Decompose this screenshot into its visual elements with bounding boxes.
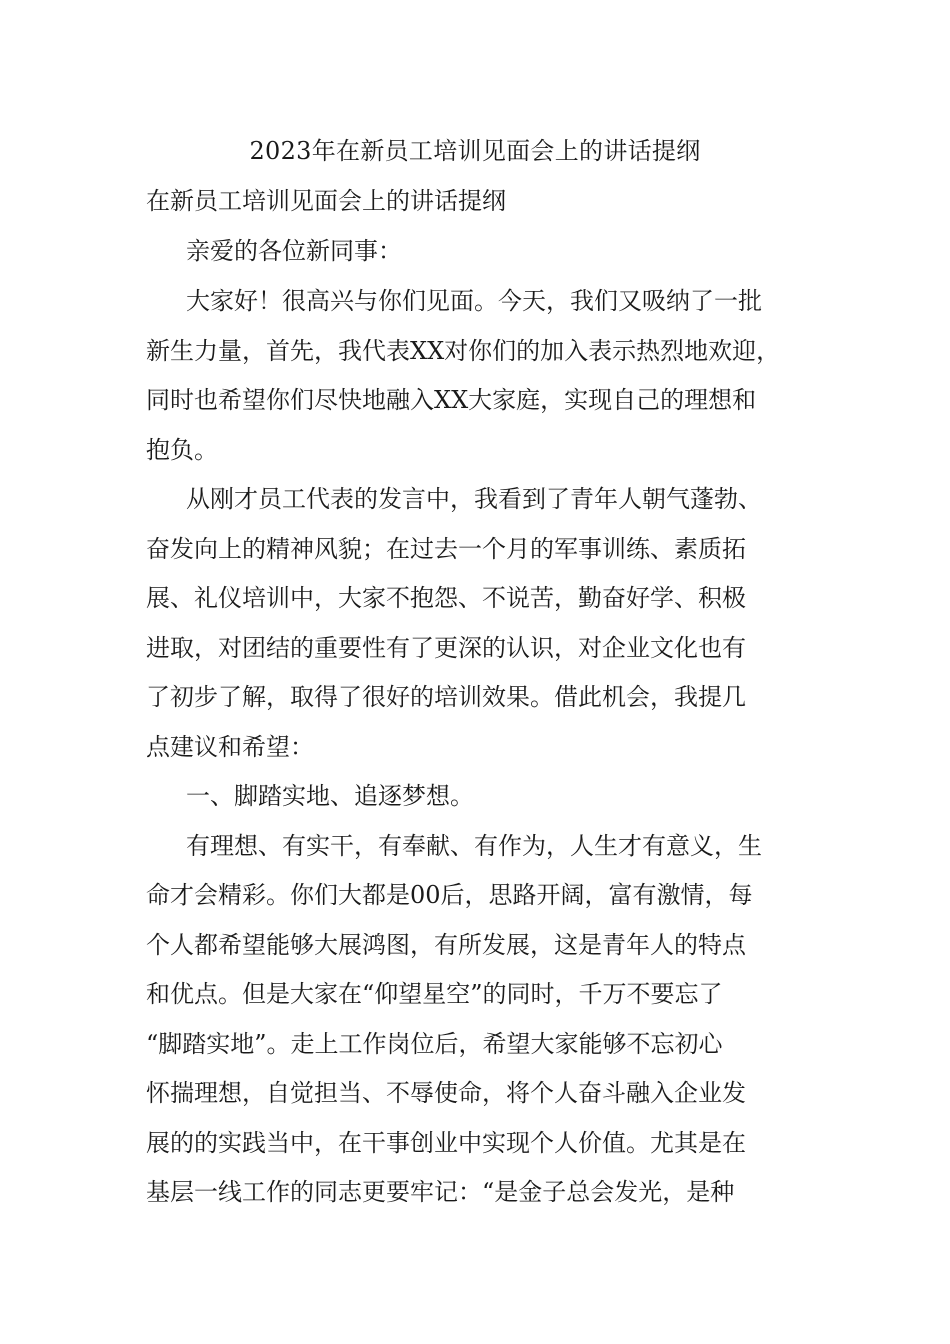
- paragraph-line: 和优点。但是大家在“仰望星空”的同时，千万不要忘了: [146, 980, 723, 1008]
- paragraph-line: 奋发向上的精神风貌；在过去一个月的军事训练、素质拓: [146, 535, 746, 563]
- paragraph-line: 怀揣理想，自觉担当、不辱使命，将个人奋斗融入企业发: [146, 1079, 746, 1107]
- paragraph-line: 新生力量，首先，我代表XX对你们的加入表示热烈地欢迎，: [146, 337, 781, 365]
- paragraph-line: 同时也希望你们尽快地融入XX大家庭，实现自己的理想和: [146, 386, 757, 414]
- paragraph-line: “脚踏实地”。走上工作岗位后，希望大家能够不忘初心: [146, 1030, 723, 1058]
- paragraph-line: 了初步了解，取得了很好的培训效果。借此机会，我提几: [146, 683, 746, 711]
- paragraph-line: 有理想、有实干，有奉献、有作为，人生才有意义，生: [186, 832, 762, 860]
- paragraph-line: 展、礼仪培训中，大家不抱怨、不说苦，勤奋好学、积极: [146, 584, 746, 612]
- document-title: 2023年在新员工培训见面会上的讲话提纲: [249, 137, 701, 165]
- paragraph-line: 抱负。: [146, 436, 218, 464]
- paragraph-line: 大家好！很高兴与你们见面。今天，我们又吸纳了一批: [186, 287, 762, 315]
- paragraph-line: 个人都希望能够大展鸿图，有所发展，这是青年人的特点: [146, 931, 746, 959]
- paragraph-line: 基层一线工作的同志更要牢记：“是金子总会发光，是种: [146, 1178, 735, 1206]
- paragraph-line: 从刚才员工代表的发言中，我看到了青年人朝气蓬勃、: [186, 485, 762, 513]
- paragraph-line: 点建议和希望：: [146, 733, 314, 761]
- paragraph-line: 展的的实践当中，在干事创业中实现个人价值。尤其是在: [146, 1129, 746, 1157]
- salutation: 亲爱的各位新同事：: [186, 237, 402, 265]
- paragraph-line: 进取，对团结的重要性有了更深的认识，对企业文化也有: [146, 634, 746, 662]
- section-heading: 一、脚踏实地、追逐梦想。: [186, 782, 474, 810]
- paragraph-line: 命才会精彩。你们大都是00后，思路开阔，富有激情，每: [146, 881, 753, 909]
- document-subtitle: 在新员工培训见面会上的讲话提纲: [146, 187, 506, 215]
